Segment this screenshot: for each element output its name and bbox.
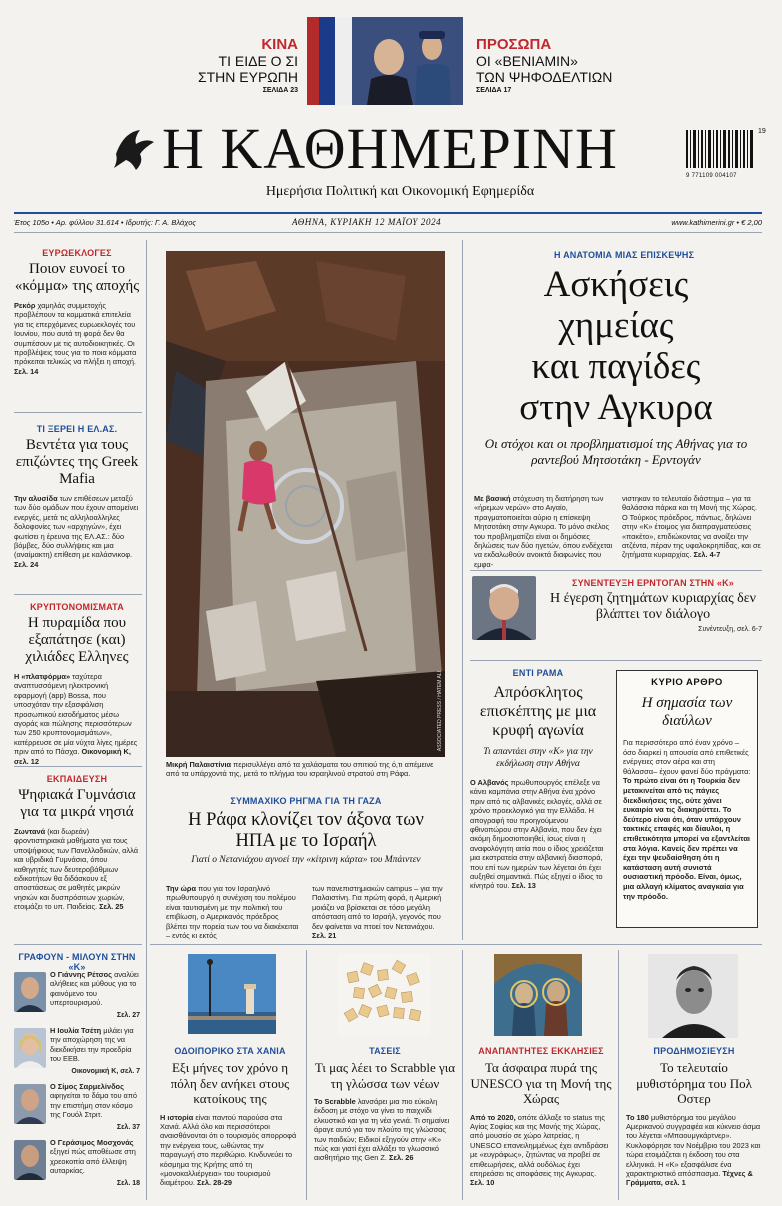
left-story-kicker: ΕΚΠΑΙΔΕΥΣΗ	[46, 774, 108, 784]
editorial-body: Για περισσότερο από έναν χρόνο –όσο διαρκεί η απουσία από επιθετικές ενέργειες στον αέρα και στη θάλασσα– έχουν φανεί δύο πράγματα: Το πρώτο είναι ότι η Τουρκία δεν μετακινείται από τις πάγιες διεκδικήσεις της, ούτε χάνει ευκαιρία να τις διακηρύττει. Το δεύτερο είναι ότι, όταν υπάρχουν τακτικές επαφές και δίαυλοι, η επιθετικότητα μπορεί να εξαντλείται στα λόγια. Κανείς δεν πρέπει να έχει την ψευδαίσθηση ότι η κατάσταση αυτή συνιστά ουσιαστική πρόοδο. Είναι, όμως, μια αλλαγή κλίματος αναγκαία για την πρόοδο.	[623, 738, 751, 901]
gaza-title: Η Ράφα κλονίζει τον άξονα των ΗΠΑ με το Ισραήλ	[188, 810, 424, 851]
rule-bottom-2	[462, 950, 463, 1200]
teaser-right-kicker: ΠΡΟΣΩΠΑ	[476, 36, 552, 53]
teaser-left-page: ΣΕΛΙΔΑ 23	[262, 87, 298, 94]
bottom-story-title: Τα άσφαιρα πυρά της UNESCO για τη Μονή της Χώρας	[470, 1060, 612, 1106]
left-rule-3	[14, 766, 142, 767]
erdogan-ref: Συνέντευξη, σελ. 6-7	[698, 626, 762, 633]
masthead-title: Η ΚΑΘΗΜΕΡΙΝΗ	[162, 116, 618, 181]
teaser-left-title-2: ΣΤΗΝ ΕΥΡΩΠΗ	[197, 69, 298, 85]
bottom-story-kicker: ΠΡΟΔΗΜΟΣΙΕΥΣΗ	[653, 1046, 735, 1056]
ankara-title-line-2: χημείας	[558, 305, 674, 346]
rama-body: Ο Αλβανός πρωθυπουργός επέλεξε να κάνει καμπάνια στην Αθήνα ένα χρόνο πριν από τις αλβανικές εκλογές, αλλά σε χρόνο προεκλογικό για την Ελλάδα. Η απογραφή του προηγούμενου φθινοπώρου στην Αλβανία, που δεν έχει ακόμη δημοσιοποιηθεί, ίσως είναι η αναφολόγητη αιτία που ο ίδιος χρειάζεται μια εκστρατεία στην αλβανική διασπορά, που επί των ημερών των λέγεται ότι έχει αυξηθεί σημαντικά. Πώς εξηγεί ο ίδιος το κίνητρό του. Σελ. 13	[470, 778, 604, 891]
ankara-col-1: Με βασική στόχευση τη διατήρηση των «ήρεμων νερών» στο Αιγαίο, πραγματοποιείται αύριο η επίσκεψη Μητσοτάκη στην Αγκυρα. Το μόνο σκέλος του προβληματίζει είναι οι δημόσιες δηλώσεις των δύο ηγετών, όπου ενδέχεται να εκδαλωθούν ανοικτά διαφωνίες που εμφα-	[474, 494, 613, 569]
left-story-body: Η «πλατφόρμα» ταχύτερα αναπτυσσόμενη ηλεκτρονική εφαρμογή (app) Bossa, που υποσχόταν την εξασφάλιση προσωπικού εισοδήματος μέσω αγοράς και πώλησης περισσότερων των 250 κρυπτονομισμάτων», κατέρρευσε σε μία νύχτα λίγες ημέρες πριν από το Πάσχα. Οικονομική Κ, σελ. 12	[14, 672, 138, 766]
left-story-euroelections[interactable]	[14, 248, 140, 376]
rama-title: Απρόσκλητος επισκέπτης με μια κρυφή αγωνία	[479, 684, 597, 739]
erdogan-kicker: ΣΥΝΕΝΤΕΥΞΗ ΕΡΝΤΟΓΑΝ ΣΤΗΝ «Κ»	[572, 578, 734, 588]
left-story-kicker: ΚΡΥΠΤΟΝΟΜΙΣΜΑΤΑ	[30, 602, 124, 612]
columnist-item[interactable]	[14, 1082, 140, 1134]
teaser-right[interactable]	[476, 36, 636, 94]
photo-paul-auster	[648, 954, 738, 1038]
gaza-story[interactable]	[166, 796, 446, 941]
left-story-title: Η πυραμίδα που εξαπάτησε (και) χιλιάδες Ελληνες	[25, 615, 129, 665]
columnist-ref: Σελ. 37	[116, 1124, 140, 1131]
bottom-story-title: Εξι μήνες τον χρόνο η πόλη δεν ανήκει στους κατοίκους της	[170, 1060, 290, 1106]
columnist-ref: Σελ. 27	[116, 1012, 140, 1019]
erdogan-title: Η έγερση ζητημάτων κυριαρχίας δεν βλάπτει τον διάλογο	[550, 591, 756, 622]
columnist-photo	[14, 1084, 46, 1124]
columnists-box	[14, 952, 140, 972]
left-rule-4	[14, 944, 142, 945]
left-story-title: Ποιον ευνοεί το «κόμμα» της αποχής	[14, 261, 140, 294]
rule-bottom-row	[150, 944, 762, 945]
left-rule-2	[14, 594, 142, 595]
bottom-story-chania[interactable]	[160, 1046, 300, 1188]
rule-bottom-1	[306, 950, 307, 1200]
barcode-number: 9 771109 004107	[686, 173, 737, 179]
main-photo-rafah	[166, 251, 445, 757]
rule-left-column	[146, 240, 147, 1200]
rama-subtitle: Τι απαντάει στην «Κ» για την εκδήλωση στην Αθήνα	[483, 747, 593, 769]
masthead-info-right: www.kathimerini.gr • € 2,00	[671, 218, 762, 227]
bottom-story-body: Από το 2020, οπότε άλλαξε το status της Αγίας Σοφίας και της Μονής της Χώρας, από μουσείο σε χώρο λατρείας, η UNESCO επανειλημμένως έχει αντιδράσει με «ευγράφως», ζητώντας να προβεί σε επιθεωρήσεις, αλλά ουδόλως έχει επηρεάσει τις αποφάσεις της Αγκυρας. Σελ. 10	[470, 1112, 609, 1188]
teaser-left-kicker: ΚΙΝΑ	[261, 36, 298, 53]
gaza-col-2: των πανεπιστημιακών campus – για την Παλαιστίνη. Για πρώτη φορά, η Αμερική μοιάζει να βρίσκεται σε τόσο μεγάλη απόσταση από το Ισραήλ, γεγονός που δεν φαίνεται να πτοεί τον Νετανιάχου. Σελ. 21	[312, 884, 443, 941]
bottom-story-kicker: ΟΔΟΙΠΟΡΙΚΟ ΣΤΑ ΧΑΝΙΑ	[174, 1046, 286, 1056]
ankara-col-2: νιστηκαν το τελευταίο διάστημα – για τα θαλάσσια πάρκα και τη Μονή της Χώρας. Ο Τούρκος πρόεδρος, πάντως, δηλώνει στην «Κ» έτοιμος για διαπραγματεύσεις «πακέτο», επιδιώκοντας να ανοίξει την ατζέντα, πέραν της υφαλοκρηπίδας, και σε ζητήματα κυριαρχίας. Σελ. 4-7	[622, 494, 761, 560]
masthead-rule-bottom	[14, 232, 762, 233]
main-photo-credit: ASSOCIATED PRESS / HATEM ALI	[437, 671, 443, 752]
left-story-education[interactable]	[14, 774, 140, 912]
masthead-tagline: Ημερήσια Πολιτική και Οικονομική Εφημερίδα	[265, 184, 535, 199]
columnist-ref: Σελ. 18	[116, 1180, 140, 1187]
gaza-subtitle: Γιατί ο Νετανιάχου αγνοεί την «κίτρινη κάρτα» του Μπάιντεν	[191, 855, 421, 865]
left-story-title: Βεντέτα για τους επιζώντες της Greek Mafia	[15, 437, 139, 487]
columnist-ref: Οικονομική Κ, σελ. 7	[71, 1068, 140, 1075]
rule-center	[462, 240, 463, 940]
gaza-kicker: ΣΥΜΜΑΧΙΚΟ ΡΗΓΜΑ ΓΙΑ ΤΗ ΓΑΖΑ	[230, 796, 382, 806]
barcode-issue: 19	[758, 128, 766, 135]
editorial-kicker: ΚΥΡΙΟ ΑΡΘΡΟ	[651, 677, 723, 688]
left-story-body: Την αλυσίδα των επιθέσεων μεταξύ των δύο ομάδων που έχουν απομείνει ενεργές, μετά τις αλληλοαλληλες δολοφονίες των «αρχηγών», έχει φωτίσει η έρευνα της ΕΛ.ΑΣ.: δύο βόμβες, δύο συλλήψεις και μια (αναίμακτη) επίθεση με καλάσνικοφ. Σελ. 24	[14, 494, 139, 569]
bottom-story-kicker: ΤΑΣΕΙΣ	[369, 1046, 401, 1056]
bottom-story-body: Το Scrabble λανσάρει μια πιο εύκολη έκδοση με στόχο να γίνει το παιχνίδι ελκυστικό και για τη νέα γενιά. Τι σημαίνει άραγε αυτό για τον πλούτο της γλώσσας των παιδιών; Ειδικοί εξηγούν στην «Κ» πώς και γιατί έχει αλλάξει το γλωσσικό αισθητήριο της Gen Z. Σελ. 26	[314, 1097, 450, 1163]
bottom-story-scrabble[interactable]	[314, 1046, 456, 1163]
main-photo-caption: Μικρή Παλαιστίνια περισυλλέγει από τα χαλάσματα του σπιτιού της ό,τι απέμεινε από τα υπάρχοντά της, μετά το πλήγμα του ισραηλινού στρατού στη Ράφα.	[166, 760, 434, 779]
ankara-rule	[470, 570, 762, 571]
bottom-story-unesco[interactable]	[470, 1046, 612, 1188]
barcode	[686, 128, 766, 179]
logo-bird-icon	[110, 124, 156, 174]
columnist-text: Ο Σίμος Σαρμελίνδος αφηγείται το δάμα του από την επιστήμη στον κόσμο της Γουόλ Στριτ.	[50, 1082, 138, 1120]
columnist-text: Ο Γεράσιμος Μοσχονάς εξηγεί πώς αποθέωσε στη χρεοκοπία από έλλειψη αυταρκίας.	[50, 1138, 136, 1176]
erdogan-photo	[472, 576, 536, 640]
masthead-date: ΑΘΗΝΑ, ΚΥΡΙΑΚΗ 12 ΜΑΪΟΥ 2024	[292, 217, 442, 227]
bottom-story-kicker: ΑΝΑΠΑΝΤΗΤΕΣ ΕΚΚΛΗΣΙΕΣ	[478, 1046, 604, 1056]
editorial-title: Η σημασία των διαύλων	[641, 695, 733, 729]
ankara-title-line-4: στην Αγκυρα	[519, 387, 713, 428]
left-story-kicker: ΤΙ ΞΕΡΕΙ Η ΕΛ.ΑΣ.	[36, 424, 118, 434]
bottom-story-body: Το 180 μυθιστόρημα του μεγάλου Αμερικανού συγγραφέα και κύκνειο άσμα του λέγεται «Μπαουμγκάρτνερ». Κυκλοφόρησε τον Νοέμβριο του 2023 και τώρα ετοιμάζεται η έκδοση του στα ελληνικά. Η «Κ» εξασφάλισε ένα χαρακτηριστικό απόσπασμα. Τέχνες & Γράμματα, σελ. 1	[626, 1112, 761, 1188]
columnist-photo	[14, 1140, 46, 1180]
photo-chora-mosaic	[494, 954, 582, 1036]
ankara-title	[470, 264, 762, 428]
photo-chania	[188, 954, 276, 1034]
bottom-story-body: Η ιστορία είναι παντού παρούσα στα Χανιά. Αλλά όλο και περισσότεροι αναισθάνονται ότι ο τουρισμός απορροφά την ενέργεια τους, ωθώντας την παραγωγή στο περιθώριο. Κινδυνεύει το κόσμημα της Κρήτης από τη «μονοκαλλιέργεια» του τουρισμού διαμέτρου. Σελ. 28-29	[160, 1112, 297, 1188]
teaser-right-title-1: ΟΙ «ΒΕΝΙΑΜΙΝ»	[476, 53, 578, 69]
columnists-kicker: ΓΡΑΦΟΥΝ - ΜΙΛΟΥΝ ΣΤΗΝ «Κ»	[18, 952, 136, 972]
left-story-kicker: ΕΥΡΩΕΚΛΟΓΕΣ	[42, 248, 112, 258]
erdogan-story[interactable]	[544, 578, 762, 633]
bottom-story-auster[interactable]	[626, 1046, 762, 1188]
erdogan-rule	[470, 660, 762, 661]
left-story-body: Ζωντανά (και δωρεάν) φροντιστηριακά μαθήματα για τους υποψήφιους των Πανελλαδικών, αλλά και υβριδικά Γυμνάσια, όπου καθηγητές των δευτεροβάθμιων ειδικοτήτων θα διδάσκουν εξ αποστάσεως σε μαθητές μικρών νησιών και δυσπρόσιτων χωριών, ετοιμάζει το υπ. Παιδείας. Σελ. 25	[14, 827, 138, 912]
columnist-text: Ο Γιάννης Ρέτσος αναλύει αλήθειες και μύθους για το φαινόμενο του υπερτουρισμού.	[50, 970, 139, 1008]
left-story-mafia[interactable]	[14, 424, 140, 569]
ankara-story[interactable]	[470, 250, 762, 569]
columnist-item[interactable]	[14, 1138, 140, 1190]
ankara-subtitle: Οι στόχοι και οι προβληματισμοί της Αθήνας για το ραντεβού Μητσοτάκη - Ερντογάν	[484, 436, 748, 467]
teaser-left-title-1: ΤΙ ΕΙΔΕ Ο ΣΙ	[218, 53, 298, 69]
editorial-box[interactable]	[616, 670, 758, 928]
teaser-left[interactable]	[150, 36, 298, 94]
columnist-text: Η Ιουλία Τσέτη μιλάει για την αποχώρηση της να διεκδικήσει την προεδρία του ΕΕΒ.	[50, 1026, 134, 1064]
gaza-col-1: Την ώρα που για τον Ισραηλινό πρωθυπουργό η συνέχιση του πολέμου είναι ταυτισμένη με την πολιτική του επιβίωση, ο Αμερικανός πρόεδρος βλέπει την πορεία των του να διακέκειται – εντός κι εκτός	[166, 884, 299, 941]
teaser-right-page: ΣΕΛΙΔΑ 17	[476, 87, 512, 94]
rama-kicker: ΕΝΤΙ ΡΑΜΑ	[512, 668, 564, 678]
ankara-title-line-1: Ασκήσεις	[543, 264, 689, 305]
masthead-rule-top	[14, 212, 762, 214]
bottom-story-title: Το τελευταίο μυθιστόρημα του Πολ Οστερ	[636, 1060, 752, 1106]
left-story-crypto[interactable]	[14, 602, 140, 766]
columnist-item[interactable]	[14, 970, 140, 1022]
bottom-story-title: Τι μας λέει το Scrabble για τη γλώσσα των νέων	[314, 1060, 456, 1091]
teaser-photo-xi	[307, 17, 463, 105]
left-story-body: Ρεκόρ χαμηλάς συμμετοχής προβλέπουν τα κομματικά επιτελεία για τις επερχόμενες ευρωεκλογές του Ιουνίου, που αυτά τη φορά δεν θα συμπέσουν με τις αυτοδιοικητικές. Οι προβλέψεις τους για το ποια κόμματα πρόκειται τελικώς να πλήξει η αποχή. Σελ. 14	[14, 301, 137, 376]
ankara-title-line-3: και παγίδες	[531, 346, 701, 387]
columnist-photo	[14, 972, 46, 1012]
rama-story[interactable]	[470, 668, 606, 891]
columnist-item[interactable]	[14, 1026, 140, 1078]
rule-bottom-3	[618, 950, 619, 1200]
left-rule-1	[14, 412, 142, 413]
ankara-kicker: Η ΑΝΑΤΟΜΙΑ ΜΙΑΣ ΕΠΙΣΚΕΨΗΣ	[554, 250, 695, 260]
columnist-photo	[14, 1028, 46, 1068]
masthead-info-left: Έτος 105ο • Αρ. φύλλου 31.614 • Ιδρυτής: Γ. Α. Βλάχος	[14, 218, 197, 227]
teaser-right-title-2: ΤΩΝ ΨΗΦΟΔΕΛΤΙΩΝ	[476, 69, 613, 85]
photo-scrabble	[338, 954, 430, 1036]
left-story-title: Ψηφιακά Γυμνάσια για τα μικρά νησιά	[18, 787, 136, 820]
